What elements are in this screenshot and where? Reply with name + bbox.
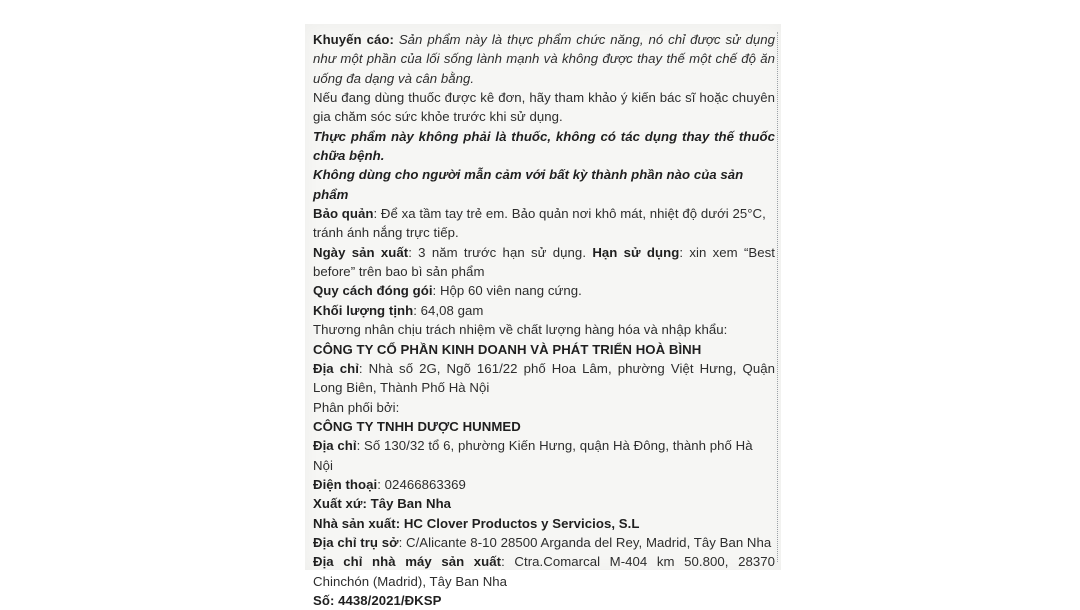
distributor-address-text: : Số 130/32 tổ 6, phường Kiến Hưng, quận Hà Đông, thành phố Hà Nội	[313, 438, 753, 473]
net-weight-label: Khối lượng tịnh	[313, 302, 414, 318]
importer-address-text: : Nhà số 2G, Ngõ 161/22 phố Hoa Lâm, phường Việt Hưng, Quận Long Biên, Thành Phố Hà Nội	[313, 360, 775, 396]
importer-name: CÔNG TY CỔ PHẦN KINH DOANH VÀ PHÁT TRIỂN HOÀ BÌNH	[313, 341, 702, 357]
not-medicine-notice: Thực phẩm này không phải là thuốc, không có tác dụng thay thế thuốc chữa bệnh.	[313, 128, 775, 164]
packaging-text: : Hộp 60 viên nang cứng.	[432, 283, 582, 299]
warning-label: Khuyến cáo:	[313, 32, 394, 47]
distributor-phone-label: Điện thoại	[313, 476, 378, 492]
dates-line	[313, 243, 775, 282]
head-office-line	[313, 533, 775, 552]
net-weight-text: : 64,08 gam	[413, 302, 484, 318]
expiry-text: : xin xem “Best before” trên bao bì sản phẩm	[313, 244, 775, 280]
origin-label: Xuất xứ	[313, 496, 363, 512]
factory-address-line	[313, 552, 775, 591]
importer-intro: Thương nhân chịu trách nhiệm về chất lượng hàng hóa và nhập khẩu:	[313, 322, 728, 338]
distributor-intro: Phân phối bởi:	[313, 399, 400, 415]
manufacturer-label: Nhà sản xuất	[313, 515, 396, 531]
importer-address-label: Địa chỉ	[313, 360, 359, 376]
expiry-label: Hạn sử dụng	[592, 244, 680, 260]
importer-address-line	[313, 359, 775, 398]
origin-line	[313, 494, 775, 513]
distributor-phone-line	[313, 475, 775, 494]
warning-paragraph	[313, 30, 775, 88]
distributor-phone-text: : 02466863369	[377, 476, 466, 492]
registration-number: Số: 4438/2021/ĐKSP	[313, 592, 442, 608]
storage-label: Bảo quản	[313, 206, 374, 222]
factory-address-label: Địa chỉ nhà máy sản xuất	[313, 554, 502, 570]
packaging-line	[313, 281, 775, 300]
net-weight-line	[313, 301, 775, 320]
origin-text: : Tây Ban Nha	[362, 496, 452, 512]
packaging-label: Quy cách đóng gói	[313, 283, 433, 299]
distributor-address-line	[313, 436, 775, 475]
manufacturer-line	[313, 514, 775, 533]
label-text-block	[313, 30, 775, 610]
storage-text: : Để xa tầm tay trẻ em. Bảo quản nơi khô mát, nhiệt độ dưới 25°C, tránh ánh nắng trực tiếp.	[313, 206, 766, 241]
distributor-name: CÔNG TY TNHH DƯỢC HUNMED	[313, 418, 521, 434]
warning-text: Sản phẩm này là thực phẩm chức năng, nó chỉ được sử dụng như một phần của lối sống lành mạnh và không được thay thế một chế độ ăn uống đa dạng và cân bằng.	[313, 32, 775, 86]
prescription-note: Nếu đang dùng thuốc được kê đơn, hãy tham khảo ý kiến bác sĩ hoặc chuyên gia chăm sóc sức khỏe trước khi sử dụng.	[313, 90, 775, 125]
dotted-fold-line	[777, 32, 778, 562]
head-office-label: Địa chỉ trụ sở	[313, 534, 399, 550]
distributor-address-label: Địa chỉ	[313, 438, 357, 454]
manufacture-date-text: : 3 năm trước hạn sử dụng.	[408, 244, 593, 260]
manufacturer-text: : HC Clover Productos y Servicios, S.L	[395, 515, 640, 531]
storage-line	[313, 204, 775, 243]
contraindication-notice: Không dùng cho người mẫn cảm với bất kỳ thành phần nào của sản phẩm	[313, 167, 744, 202]
factory-address-text: : Ctra.Comarcal M-404 km 50.800, 28370 Chinchón (Madrid), Tây Ban Nha	[313, 554, 775, 589]
manufacture-date-label: Ngày sản xuất	[313, 244, 409, 260]
product-label-panel	[305, 24, 781, 608]
head-office-text: : C/Alicante 8-10 28500 Arganda del Rey, Madrid, Tây Ban Nha	[398, 534, 772, 550]
